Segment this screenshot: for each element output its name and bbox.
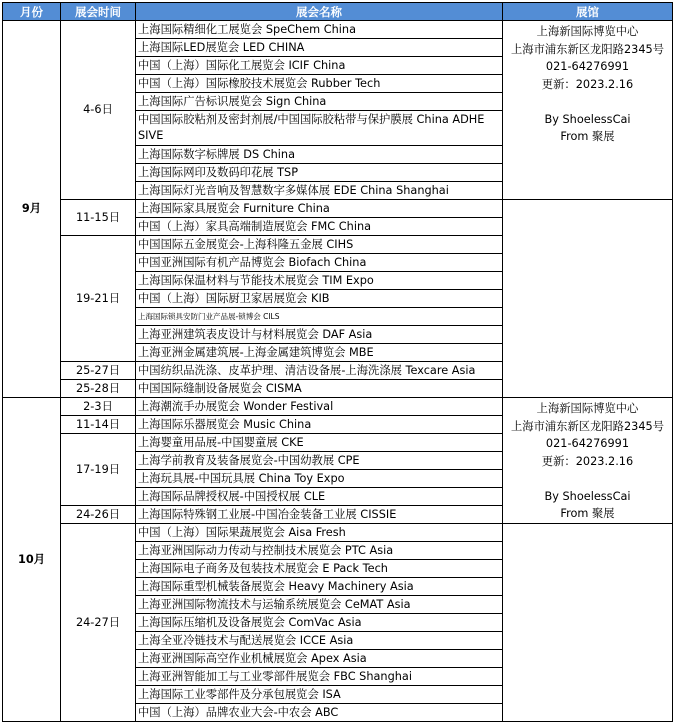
exhibition-name: 上海亚洲国际动力传动与控制技术展览会 PTC Asia (136, 542, 503, 560)
exhibition-name: 中国亚洲国际有机产品博览会 Biofach China (136, 254, 503, 272)
time-cell: 25-28日 (61, 380, 136, 398)
exhibition-name: 中国（上海）国际果蔬展览会 Aisa Fresh (136, 524, 503, 542)
exhibition-name: 上海国际家具展览会 Furniture China (136, 200, 503, 218)
source-credit: From 聚展 (560, 507, 615, 520)
exhibition-name: 中国纺织品洗涤、皮革护理、清洁设备展-上海洗涤展 Texcare Asia (136, 362, 503, 380)
exhibition-name: 上海亚洲智能加工与工业零部件展览会 FBC Shanghai (136, 668, 503, 686)
author-credit: By ShoelessCai (544, 489, 631, 503)
exhibition-name: 上海婴童用品展-中国婴童展 CKE (136, 434, 503, 452)
month-cell-october: 10月 (3, 398, 61, 722)
table-row (3, 524, 673, 542)
header-month: 月份 (3, 3, 61, 21)
venue-name: 上海新国际博览中心 (536, 25, 639, 38)
table-row (3, 21, 673, 39)
exhibition-name: 上海潮流手办展览会 Wonder Festival (136, 398, 503, 416)
exhibition-name: 上海国际LED展览会 LED CHINA (136, 39, 503, 57)
time-cell: 4-6日 (61, 21, 136, 200)
exhibition-name: 上海国际精细化工展览会 SpeChem China (136, 21, 503, 39)
exhibition-name: 上海国际锁具安防门业产品展-锁博会 CILS (136, 308, 503, 326)
exhibition-name: 中国国际五金展览会-上海科隆五金展 CIHS (136, 236, 503, 254)
exhibition-name: 中国（上海）国际橡胶技术展览会 Rubber Tech (136, 75, 503, 93)
author-credit: By ShoelessCai (544, 112, 631, 126)
exhibition-name: 上海国际电子商务及包装技术展览会 E Pack Tech (136, 560, 503, 578)
exhibition-name: 中国国际胶粘剂及密封剂展/中国国际胶粘带与保护膜展 China ADHE SIVE (136, 111, 503, 146)
time-cell: 24-27日 (61, 524, 136, 722)
exhibition-name: 上海国际灯光音响及智慧数字多媒体展 EDE China Shanghai (136, 182, 503, 200)
venue-address: 上海市浦东新区龙阳路2345号 (510, 42, 665, 56)
venue-phone: 021-64276991 (545, 60, 630, 73)
header-row (3, 3, 673, 21)
time-cell: 11-14日 (61, 416, 136, 434)
exhibition-name: 上海国际数字标牌展 DS China (136, 146, 503, 164)
table-row (3, 398, 673, 416)
time-cell: 25-27日 (61, 362, 136, 380)
venue-block-october (503, 398, 673, 524)
exhibition-name: 中国（上海）国际厨卫家居展览会 KIB (136, 290, 503, 308)
update-date: 更新：2023.2.16 (541, 454, 634, 468)
table-row (3, 200, 673, 218)
venue-block-september (503, 21, 673, 200)
exhibition-name: 上海全亚冷链技术与配送展览会 ICCE Asia (136, 632, 503, 650)
header-name: 展会名称 (136, 3, 503, 21)
exhibition-name: 上海国际重型机械装备展览会 Heavy Machinery Asia (136, 578, 503, 596)
month-cell-september: 9月 (3, 21, 61, 398)
header-venue: 展馆 (503, 3, 673, 21)
exhibition-name: 上海玩具展-中国玩具展 China Toy Expo (136, 470, 503, 488)
exhibition-name: 上海国际乐器展览会 Music China (136, 416, 503, 434)
source-credit: From 聚展 (560, 130, 615, 143)
exhibition-name: 上海国际网印及数码印花展 TSP (136, 164, 503, 182)
venue-empty-cell (503, 200, 673, 398)
exhibition-name: 上海国际广告标识展览会 Sign China (136, 93, 503, 111)
update-date: 更新：2023.2.16 (541, 77, 634, 91)
time-cell: 19-21日 (61, 236, 136, 362)
exhibition-name: 上海亚洲建筑表皮设计与材料展览会 DAF Asia (136, 326, 503, 344)
time-cell: 24-26日 (61, 506, 136, 524)
exhibition-name: 上海国际品牌授权展-中国授权展 CLE (136, 488, 503, 506)
exhibition-name: 中国（上海）品牌农业大会-中农会 ABC (136, 704, 503, 722)
time-cell: 17-19日 (61, 434, 136, 506)
exhibition-name: 上海国际保温材料与节能技术展览会 TIM Expo (136, 272, 503, 290)
time-cell: 2-3日 (61, 398, 136, 416)
exhibition-name: 中国国际缝制设备展览会 CISMA (136, 380, 503, 398)
exhibition-name: 中国（上海）国际化工展览会 ICIF China (136, 57, 503, 75)
exhibition-schedule-table (2, 2, 673, 722)
exhibition-name: 中国（上海）家具高端制造展览会 FMC China (136, 218, 503, 236)
venue-name: 上海新国际博览中心 (536, 402, 639, 415)
venue-address: 上海市浦东新区龙阳路2345号 (510, 419, 665, 433)
exhibition-name: 上海亚洲金属建筑展-上海金属建筑博览会 MBE (136, 344, 503, 362)
header-time: 展会时间 (61, 3, 136, 21)
time-cell: 11-15日 (61, 200, 136, 236)
exhibition-name: 上海国际工业零部件及分承包展览会 ISA (136, 686, 503, 704)
exhibition-name: 上海亚洲国际物流技术与运输系统展览会 CeMAT Asia (136, 596, 503, 614)
exhibition-name: 上海亚洲国际高空作业机械展览会 Apex Asia (136, 650, 503, 668)
venue-empty-cell (503, 524, 673, 722)
exhibition-name: 上海国际特殊钢工业展-中国冶金装备工业展 CISSIE (136, 506, 503, 524)
venue-phone: 021-64276991 (545, 437, 630, 450)
exhibition-name: 上海学前教育及装备展览会-中国幼教展 CPE (136, 452, 503, 470)
exhibition-name: 上海国际压缩机及设备展览会 ComVac Asia (136, 614, 503, 632)
